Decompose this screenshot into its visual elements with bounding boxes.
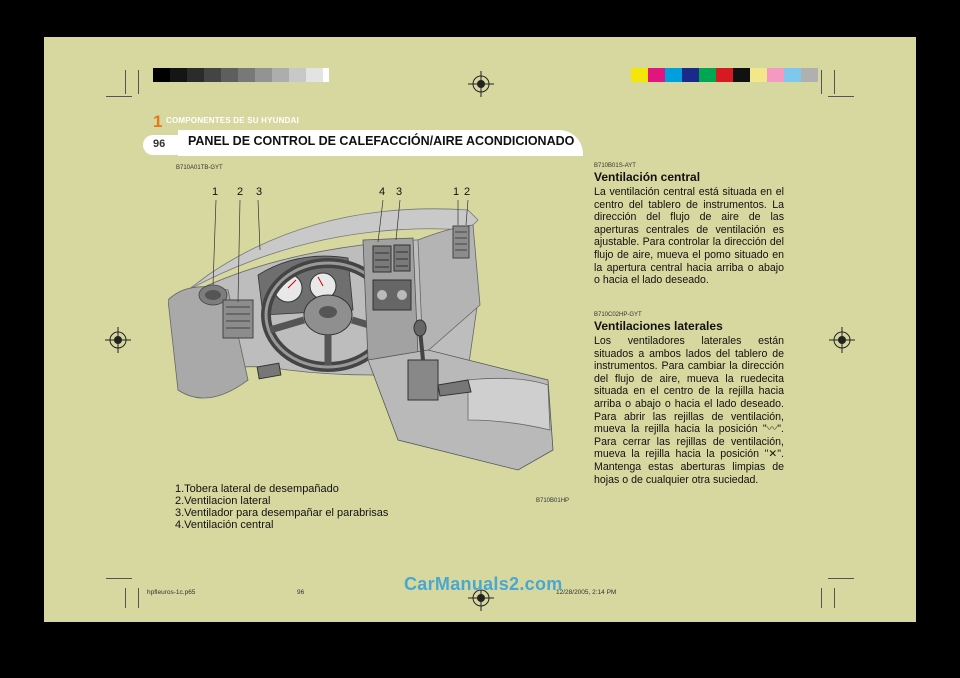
- section-body: La ventilación central está situada en el centro del tablero de instrumentos. La dirección del flujo de aire de las aperturas centrales de ventilación es ajustable. Para controlar la dirección del flujo de aire, mueva el pomo situado en la apertura central hacia arriba o abajo o hacia el lado deseado.: [594, 186, 784, 287]
- figure-legend: [175, 483, 388, 531]
- section-code: B710B01S-AYT: [594, 163, 636, 169]
- callout-2-left: 2: [237, 186, 244, 198]
- section-code: B710C02HP-GYT: [594, 312, 642, 318]
- footer-timestamp: 12/28/2005, 2:14 PM: [556, 589, 617, 596]
- callout-3-center: 3: [396, 186, 403, 198]
- footer-page: 96: [297, 589, 305, 596]
- figure-code-bottom: B710B01HP: [536, 498, 570, 504]
- section-heading: Ventilación central: [594, 170, 701, 184]
- section-title: PANEL DE CONTROL DE CALEFACCIÓN/AIRE ACONDICIONADO: [188, 134, 575, 148]
- legend-item: 2.Ventilacion lateral: [175, 495, 271, 507]
- callout-2-right: 2: [464, 186, 471, 198]
- figure-code-top: B710A01TB-GYT: [176, 165, 223, 171]
- page-number: 96: [153, 138, 166, 150]
- callout-3-left: 3: [256, 186, 263, 198]
- chapter-title: COMPONENTES DE SU HYUNDAI: [166, 116, 300, 125]
- watermark-site: CarManuals2.com: [404, 574, 563, 594]
- dashboard-illustration: [168, 180, 580, 480]
- footer-filename: hpfleuros-1c.p65: [147, 589, 196, 596]
- section-body: Los ventiladores laterales están situados a ambos lados del tablero de instrumentos. Para cambiar la dirección del flujo de aire, mueva la ruedecita situada en el centro de la rejilla hacia arriba o abajo o hacia el lado deseado. Para abrir las rejillas de ventilación, mueva la rejilla hacia la posición "〰". Para cerrar las rejillas de ventilación, mueva la rejilla hacia la posición "✕". Mantenga estas aberturas limpias de hojas o de cualquier otra suciedad.: [594, 335, 784, 486]
- registration-mark-right: [829, 327, 855, 353]
- callout-1-left: 1: [212, 186, 219, 198]
- chapter-number: 1: [153, 112, 163, 131]
- section-heading: Ventilaciones laterales: [594, 319, 723, 333]
- registration-mark-top: [468, 71, 494, 97]
- legend-item: 1.Tobera lateral de desempañado: [175, 483, 339, 495]
- legend-item: 3.Ventilador para desempañar el parabrisas: [175, 507, 389, 519]
- callout-1-right: 1: [453, 186, 460, 198]
- callout-4-center: 4: [379, 186, 386, 198]
- legend-item: 4.Ventilación central: [175, 519, 274, 531]
- registration-mark-left: [105, 327, 131, 353]
- section-central-vent: [594, 163, 786, 287]
- section-side-vents: [594, 312, 786, 486]
